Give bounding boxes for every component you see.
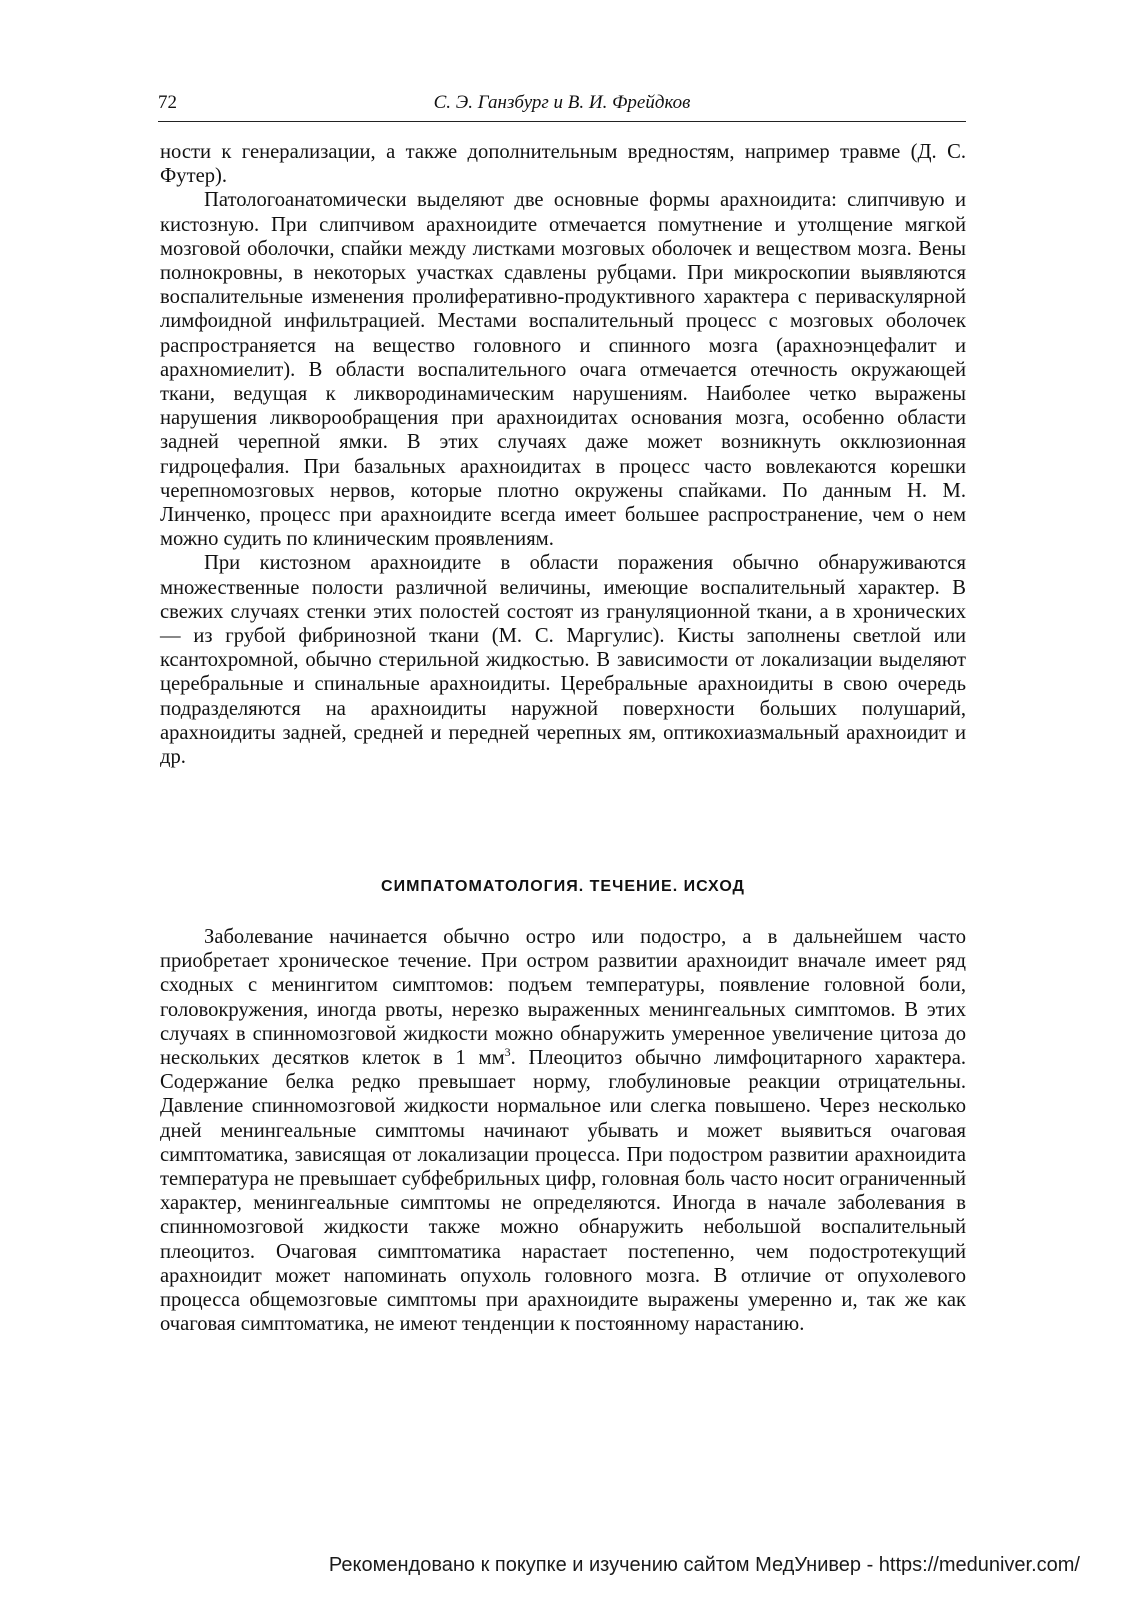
running-title: С. Э. Ганзбург и В. И. Фрейдков xyxy=(433,92,691,113)
section-heading: СИМПАТОМАТОЛОГИЯ. ТЕЧЕНИЕ. ИСХОД xyxy=(381,878,745,895)
paragraph-continuation: ности к генерализации, а также дополнительным вредностям, например травме (Д. С. Футер). xyxy=(160,141,966,188)
text-block-bottom xyxy=(160,925,966,1336)
paragraph-symptoms-part1: Заболевание начинается обычно остро или подостро, а в дальнейшем часто приобретает хроническое течение. При остром развитии арахноидит вначале имеет ряд сходных с менингитом симптомов: подъем температуры, появление головной боли, головокружения, иногда рвоты, нерезко выраженных менингеальных симптомов. В этих случаях в спинномозговой жидкости можно обнаружить умеренное увеличение цитоза до нескольких десятков клеток в 1 мм xyxy=(160,926,966,1070)
header-rule xyxy=(158,121,966,122)
page-number: 72 xyxy=(158,92,177,113)
paragraph-symptoms-part2: . Плеоцитоз обычно лимфоцитарного характера. Содержание белка редко превышает норму, глобулиновые реакции отрицательны. Давление спинномозговой жидкости нормальное или слегка повышено. Через несколько дней менингеальные симптомы начинают убывать и может выявиться очаговая симптоматика, зависящая от локализации процесса. При подостром развитии арахноидита температура не превышает субфебрильных цифр, головная боль часто носит ограниченный характер, менингеальные симптомы не определяются. Иногда в начале заболевания в спинномозговой жидкости также можно обнаружить небольшой воспалительный плеоцитоз. Очаговая симптоматика нарастает постепенно, чем подостротекущий арахноидит может напоминать опухоль головного мозга. В отличие от опухолевого процесса общемозговые симптомы при арахноидите выражены умеренно и, так же как очаговая симптоматика, не имеют тенденции к постоянному нарастанию. xyxy=(160,1047,966,1336)
running-head xyxy=(158,92,966,118)
footer-note[interactable] xyxy=(329,1554,1080,1577)
text-block-top xyxy=(160,140,966,769)
footer-note-text: Рекомендовано к покупке и изучению сайтом МедУнивер - https://meduniver.com/ xyxy=(328,1554,1080,1576)
superscript-cubed: 3 xyxy=(504,1045,511,1060)
paragraph-symptoms xyxy=(160,925,966,1336)
paragraph-pathology: Патологоанатомически выделяют две основные формы арахноидита: слипчивую и кистозную. При слипчивом арахноидите отмечается помутнение и утолщение мягкой мозговой оболочки, спайки между листками мозговых оболочек и веществом мозга. Вены полнокровны, в некоторых участках сдавлены рубцами. При микроскопии выявляются воспалительные изменения пролиферативно-продуктивного характера с периваскулярной лимфоидной инфильтрацией. Местами воспалительный процесс с мозговых оболочек распространяется на вещество головного и спинного мозга (арахноэнцефалит и арахномиелит). В области воспалительного очага отмечается отечность окружающей ткани, ведущая к ликвородинамическим нарушениям. Наиболее четко выражены нарушения ликворообращения при арахноидитах основания мозга, особенно области задней черепной ямки. В этих случаях даже может возникнуть окклюзионная гидроцефалия. При базальных арахноидитах в процесс часто вовлекаются корешки черепномозговых нервов, которые плотно окружены спайками. По данным Н. М. Линченко, процесс при арахноидите всегда имеет большее распространение, чем о нем можно судить по клиническим проявлениям. xyxy=(160,189,966,551)
paragraph-cystic: При кистозном арахноидите в области поражения обычно обнаруживаются множественные полости различной величины, имеющие воспалительный характер. В свежих случаях стенки этих полостей состоят из грануляционной ткани, а в хронических — из грубой фибринозной ткани (М. С. Маргулис). Кисты заполнены светлой или ксантохромной, обычно стерильной жидкостью. В зависимости от локализации выделяют церебральные и спинальные арахноидиты. Церебральные арахноидиты в свою очередь подразделяются на арахноидиты наружной поверхности больших полушарий, арахноидиты задней, средней и передней черепных ям, оптикохиазмальный арахноидит и др. xyxy=(160,552,966,769)
